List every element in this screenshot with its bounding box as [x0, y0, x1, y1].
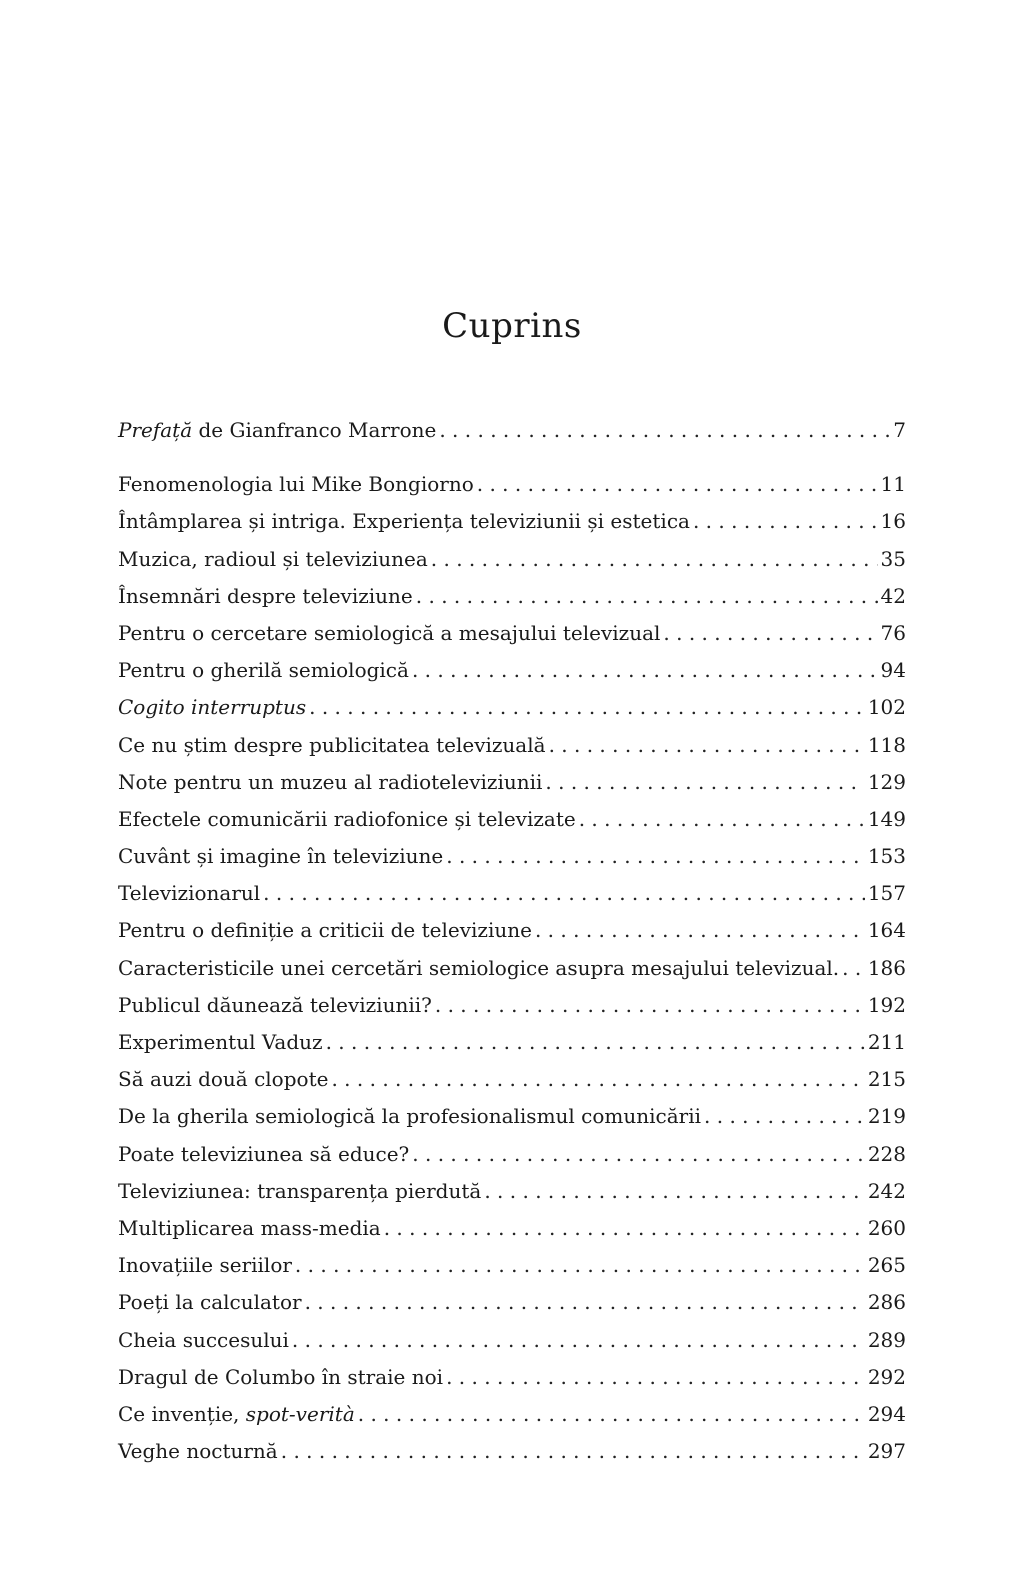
- toc-entry-title-text: Ce nu știm despre publicitatea televizuală: [118, 732, 546, 757]
- toc-dot-leader: [579, 801, 865, 838]
- toc-entry: [118, 801, 906, 838]
- toc-entry-title-text: Efectele comunicării radiofonice și televizate: [118, 806, 576, 831]
- toc-dot-leader: [331, 1061, 864, 1098]
- toc-entry: [118, 412, 906, 449]
- toc-entry-title-text: Întâmplarea și intriga. Experiența televiziunii și estetica: [118, 509, 690, 534]
- toc-entry: [118, 838, 906, 875]
- toc-entry-page-number: 42: [880, 583, 906, 608]
- toc-dot-leader: [477, 466, 878, 503]
- toc-entry-title: [118, 801, 576, 838]
- toc-entry-title: [118, 987, 432, 1024]
- toc-dot-leader: [549, 727, 865, 764]
- toc-entry-title-text: Însemnări despre televiziune: [118, 583, 413, 608]
- toc-entry-page-number: 94: [880, 658, 906, 683]
- toc-entry-title: [118, 1098, 701, 1135]
- toc-entry-page-number: 242: [867, 1178, 906, 1203]
- toc-entry-title: [118, 1396, 355, 1433]
- toc-dot-leader: [358, 1396, 865, 1433]
- toc-entry-title: [118, 950, 839, 987]
- toc-entry-title-text: De la gherila semiologică la profesionalismul comunicării: [118, 1104, 702, 1129]
- toc-entry-title: [118, 412, 436, 449]
- toc-entry-title-text: Televizionarul: [118, 881, 261, 906]
- toc-entry-page-number: 35: [880, 546, 906, 571]
- toc-dot-leader: [416, 578, 878, 615]
- toc-entry-title-text: Cheia succesului: [118, 1327, 289, 1352]
- toc-entry-title-text: Muzica, radioul și televiziunea: [118, 546, 428, 571]
- toc-entry: [118, 1359, 906, 1396]
- toc-entry-title: [118, 615, 660, 652]
- toc-entry-title: [118, 1322, 289, 1359]
- toc-entry-title-text: Publicul dăunează televiziunii?: [118, 992, 432, 1017]
- toc-entry-title-text: Pentru o cercetare semiologică a mesajului televizual: [118, 620, 661, 645]
- toc-dot-leader: [431, 541, 878, 578]
- toc-entry-page-number: 215: [867, 1067, 906, 1092]
- toc-entry-title-text: Veghe nocturnă: [118, 1439, 278, 1464]
- toc-dot-leader: [484, 1173, 864, 1210]
- toc-entry-title: [118, 838, 443, 875]
- toc-entry: [118, 1210, 906, 1247]
- toc-entry-title: [118, 1284, 302, 1321]
- toc-entry-page-number: 157: [867, 881, 906, 906]
- toc-entry-page-number: 211: [867, 1030, 906, 1054]
- toc-dot-leader: [305, 1284, 865, 1321]
- toc-dot-leader: [842, 950, 865, 987]
- toc-entry: [118, 578, 906, 615]
- toc-entry-title-text: Note pentru un muzeu al radioteleviziunii: [118, 769, 543, 794]
- toc-entry-page-number: 153: [867, 844, 906, 869]
- toc-entry: [118, 541, 906, 578]
- toc-entry-title-text: Poeți la calculator: [118, 1290, 302, 1315]
- toc-entry-page-number: 11: [880, 472, 906, 497]
- toc-dot-leader: [446, 838, 865, 875]
- toc-entry-page-number: 149: [867, 806, 906, 831]
- toc-entry-title: [118, 503, 690, 540]
- toc-entry-title-text: Experimentul Vaduz: [118, 1030, 323, 1054]
- toc-entry: [118, 615, 906, 652]
- toc-entry-page-number: 16: [880, 509, 906, 534]
- toc-entry-title: [118, 689, 306, 726]
- toc-entry: [118, 875, 906, 912]
- toc-entry: [118, 987, 906, 1024]
- toc-entry-title-italic: spot-verità: [245, 1401, 355, 1426]
- toc-entry-title: [118, 578, 413, 615]
- toc-dot-leader: [281, 1433, 865, 1470]
- toc-dot-leader: [545, 764, 864, 801]
- toc-dot-leader: [663, 615, 877, 652]
- toc-entry-page-number: 228: [867, 1141, 906, 1166]
- toc-entry-title: [118, 541, 428, 578]
- table-of-contents: [118, 412, 906, 1470]
- toc-entry-title: [118, 912, 532, 949]
- toc-entry-title-text: Pentru o gherilă semiologică: [118, 658, 409, 683]
- toc-entry-page-number: 289: [867, 1327, 906, 1352]
- toc-entry-title-text: Multiplicarea mass-media: [118, 1215, 381, 1240]
- toc-entry-page-number: 192: [867, 992, 906, 1017]
- toc-entry-title: [118, 652, 409, 689]
- toc-entry-title: [118, 727, 546, 764]
- toc-dot-leader: [309, 689, 865, 726]
- toc-dot-leader: [295, 1247, 865, 1284]
- toc-entry-title-text: Cuvânt și imagine în televiziune: [118, 844, 444, 869]
- toc-entry: [118, 652, 906, 689]
- toc-entry-title-text: Dragul de Columbo în straie noi: [118, 1364, 444, 1389]
- toc-entry: [118, 689, 906, 726]
- toc-entry-title-text: Să auzi două clopote: [118, 1067, 329, 1092]
- toc-entry-page-number: 294: [867, 1401, 906, 1426]
- toc-entry-title: [118, 1433, 278, 1470]
- toc-entry-page-number: 164: [867, 918, 906, 943]
- toc-entry-page-number: 118: [867, 732, 906, 757]
- page-title: Cuprins: [442, 306, 582, 346]
- toc-entry-page-number: 7: [893, 418, 906, 442]
- toc-entry: [118, 727, 906, 764]
- toc-entry-title-text: Caracteristicile unei cercetări semiologice asupra mesajului televizual.: [118, 955, 840, 980]
- toc-dot-leader: [412, 652, 878, 689]
- toc-entry-title: [118, 1173, 481, 1210]
- toc-entry: [118, 1173, 906, 1210]
- toc-entry-page-number: 219: [867, 1104, 906, 1129]
- toc-entry: [118, 950, 906, 987]
- toc-dot-leader: [439, 412, 890, 449]
- toc-entry-title: [118, 1359, 443, 1396]
- toc-entry-page-number: 286: [867, 1290, 906, 1315]
- toc-entry: [118, 1136, 906, 1173]
- toc-entry-title-text: Pentru o definiție a criticii de televiziune: [118, 918, 532, 943]
- toc-entry-title-text: Poate televiziunea să educe?: [118, 1141, 410, 1166]
- toc-entry-title: [118, 1136, 409, 1173]
- toc-dot-leader: [693, 503, 878, 540]
- toc-entry-title: [118, 1061, 328, 1098]
- toc-entry-page-number: 129: [867, 769, 906, 794]
- toc-entry-title-text: Inovațiile seriilor: [118, 1253, 292, 1278]
- toc-dot-leader: [446, 1359, 865, 1396]
- toc-entry: [118, 503, 906, 540]
- toc-entry-title-text: de Gianfranco Marrone: [192, 418, 437, 442]
- toc-entry: [118, 1247, 906, 1284]
- toc-entry-page-number: 292: [867, 1364, 906, 1389]
- toc-dot-leader: [326, 1024, 865, 1061]
- toc-entry-title: [118, 764, 542, 801]
- toc-dot-leader: [412, 1136, 865, 1173]
- toc-entry-page-number: 297: [867, 1439, 906, 1464]
- toc-entry: [118, 1396, 906, 1433]
- toc-entry-page-number: 76: [880, 620, 906, 645]
- toc-entry: [118, 912, 906, 949]
- toc-dot-leader: [263, 875, 865, 912]
- toc-dot-leader: [384, 1210, 865, 1247]
- toc-entry: [118, 1433, 906, 1470]
- toc-entry-title: [118, 466, 474, 503]
- toc-dot-leader: [435, 987, 865, 1024]
- toc-entry-title: [118, 875, 260, 912]
- toc-entry-page-number: 186: [867, 955, 906, 980]
- toc-entry-page-number: 265: [867, 1253, 906, 1278]
- toc-entry-title-text: Ce invenție,: [118, 1401, 246, 1426]
- toc-entry-title-italic: Cogito interruptus: [118, 695, 307, 720]
- toc-entry-title: [118, 1024, 323, 1061]
- toc-entry: [118, 764, 906, 801]
- toc-entry: [118, 1284, 906, 1321]
- toc-entry-page-number: 102: [867, 695, 906, 720]
- toc-dot-leader: [292, 1322, 865, 1359]
- toc-entry-title-text: Televiziunea: transparența pierdută: [118, 1178, 482, 1203]
- toc-entry: [118, 1061, 906, 1098]
- toc-entry-page-number: 260: [867, 1215, 906, 1240]
- toc-entry-title-italic: Prefață: [118, 418, 193, 442]
- toc-entry: [118, 1098, 906, 1135]
- toc-entry: [118, 1322, 906, 1359]
- toc-entry-title: [118, 1247, 292, 1284]
- toc-entry: [118, 1024, 906, 1061]
- toc-entry-title: [118, 1210, 381, 1247]
- toc-entry: [118, 466, 906, 503]
- toc-dot-leader: [704, 1098, 865, 1135]
- toc-dot-leader: [535, 912, 865, 949]
- toc-entry-title-text: Fenomenologia lui Mike Bongiorno: [118, 472, 474, 497]
